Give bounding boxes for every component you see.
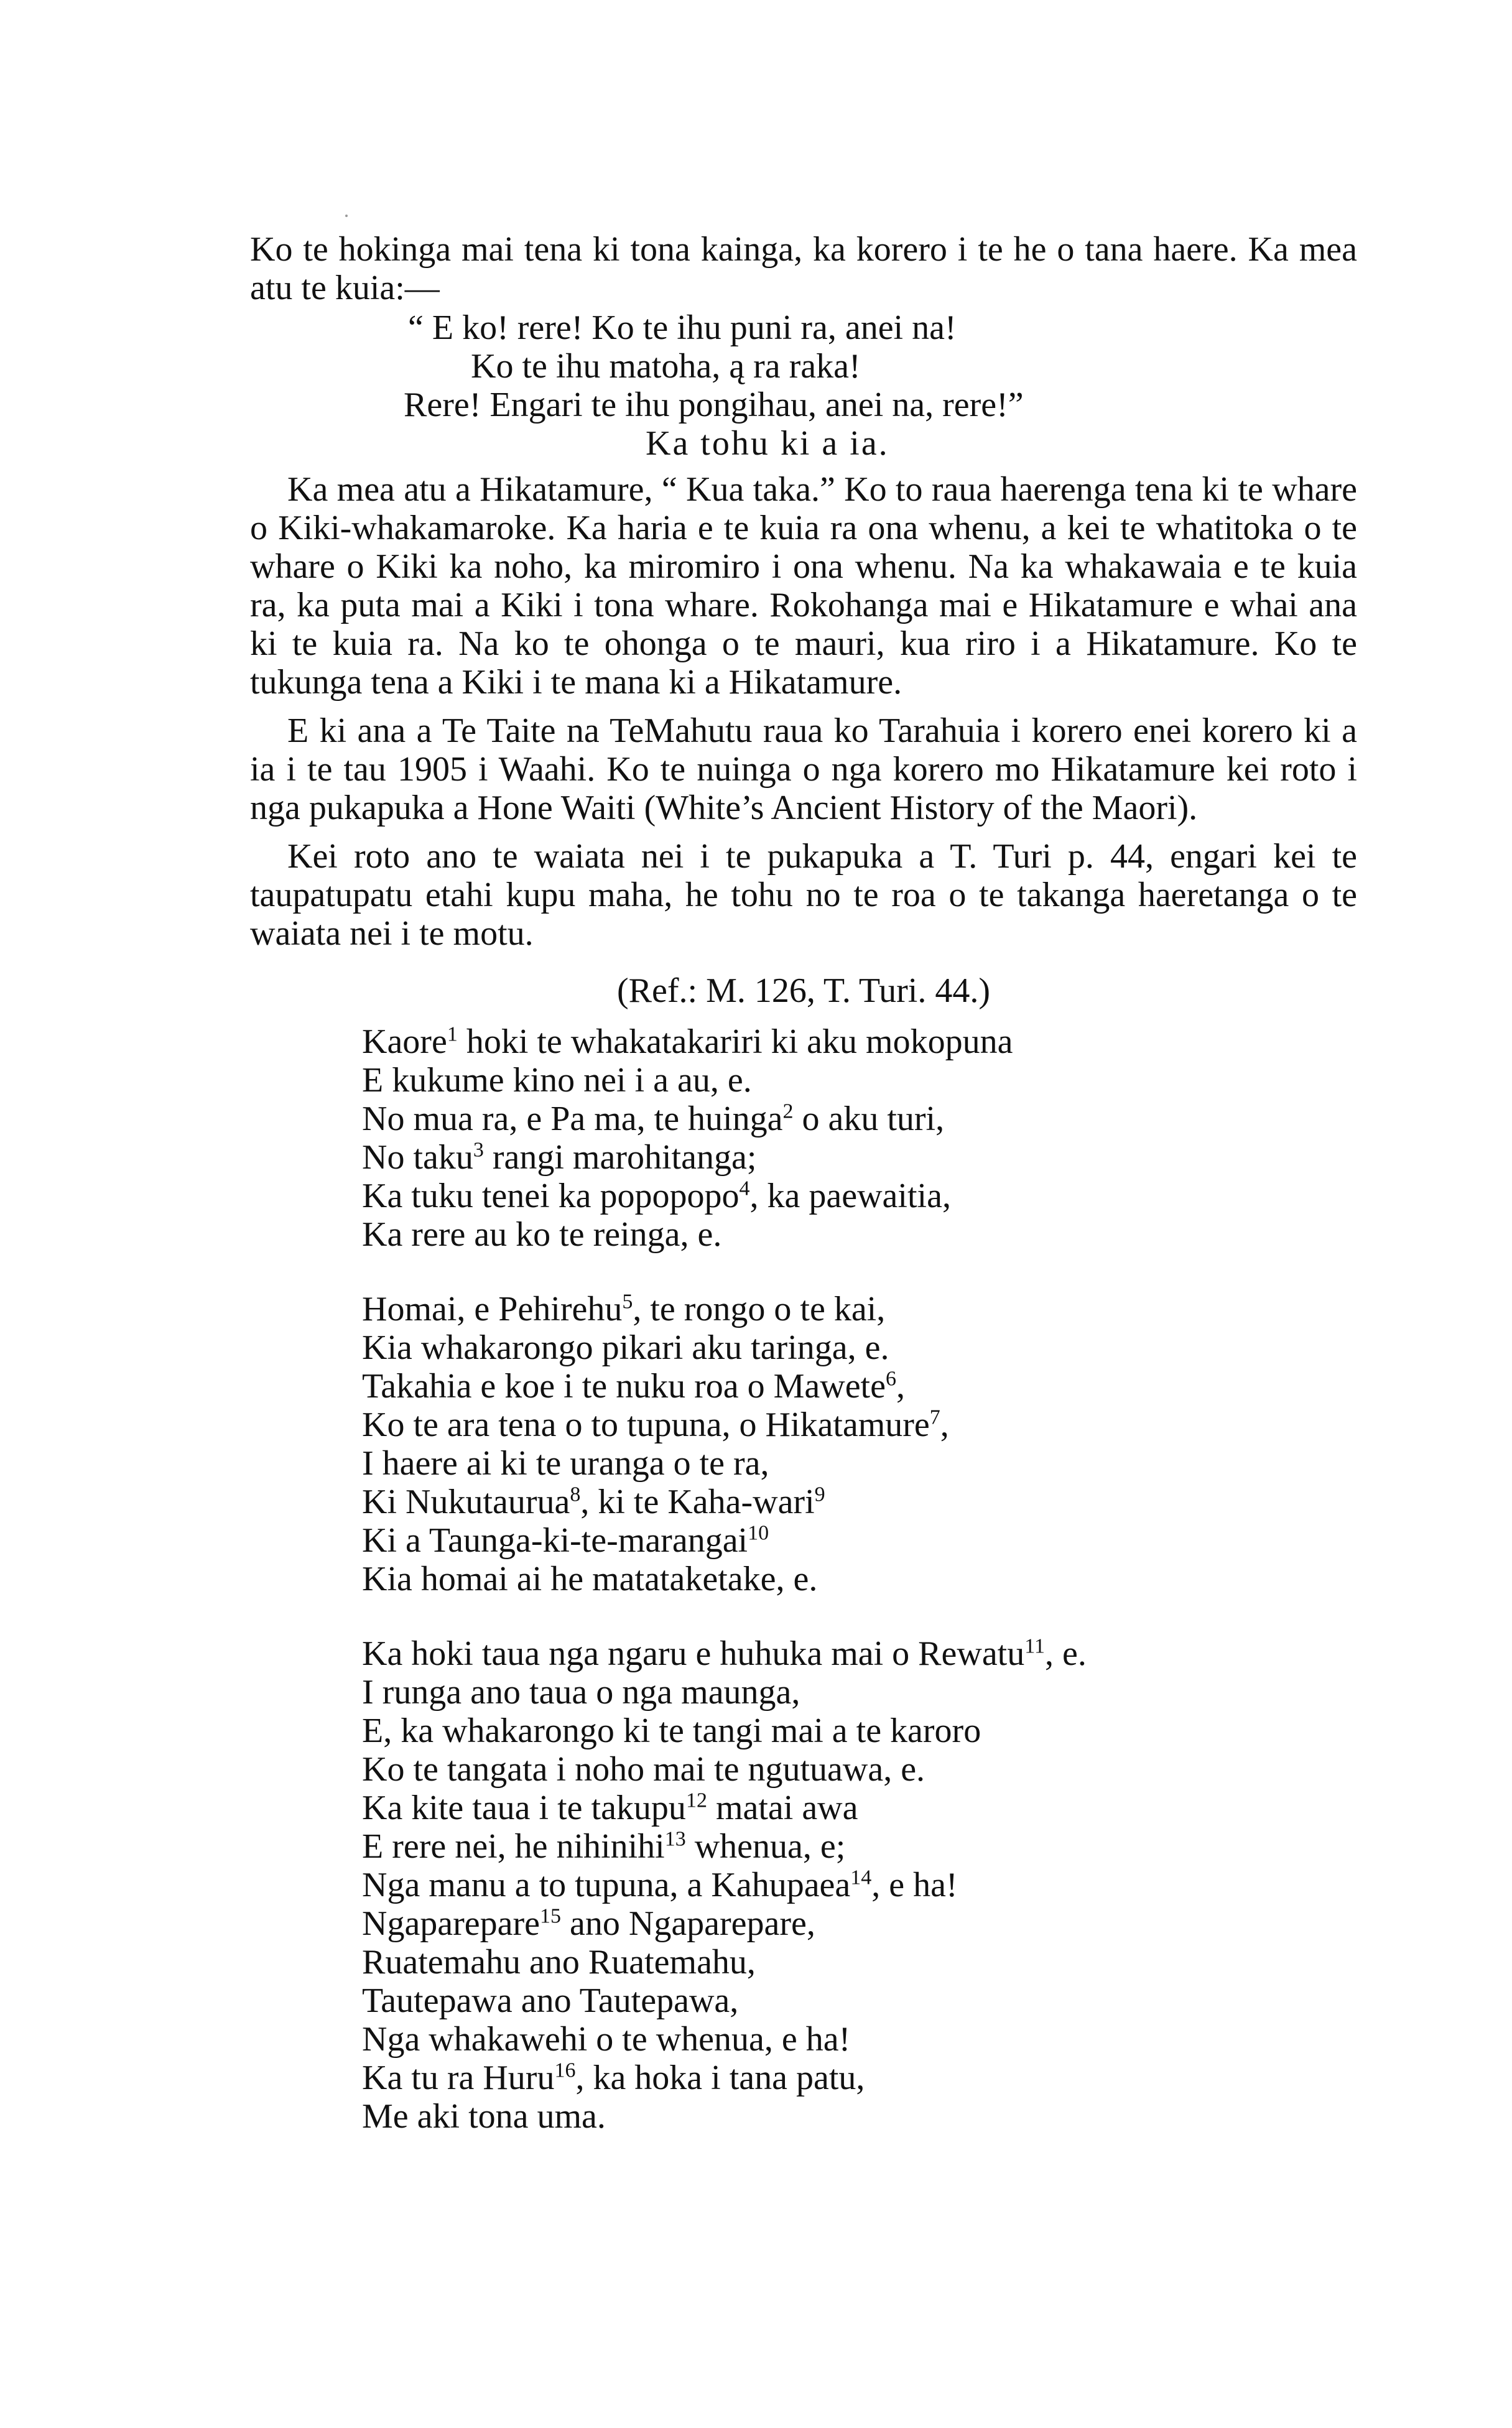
footnote-mark: 6: [885, 1367, 896, 1391]
poem-line: Ka kite taua i te takupu$^{12}$ matai awa: [362, 1789, 858, 1827]
poem-line: Nga whakawehi o te whenua, e ha!: [362, 2020, 851, 2059]
poem-line: Ki Nukutaurua$^8$, ki te Kaha-wari$^9$: [362, 1483, 825, 1521]
paragraph-sources: E ki ana a Te Taite na TeMahutu raua ko Tarahuia i korero enei korero ki a ia i te tau 1905 i Waahi. Ko te nuinga o nga korero mo Hikatamure kei roto i nga pukapuka a Hone Waiti (White’s Ancient History of the Maori).: [250, 711, 1357, 827]
footnote-mark: 8: [570, 1483, 581, 1506]
poem-line: Me aki tona uma.: [362, 2097, 606, 2136]
poem-line: Ka hoki taua nga ngaru e huhuka mai o Rewatu$^{11}$, e.: [362, 1634, 1087, 1673]
poem-line: I haere ai ki te uranga o te ra,: [362, 1444, 769, 1483]
poem-line: E rere nei, he nihinihi$^{13}$ whenua, e;: [362, 1827, 846, 1866]
poem-line: Ko te tangata i noho mai te ngutuawa, e.: [362, 1750, 925, 1789]
poem-line: Ka rere au ko te reinga, e.: [362, 1215, 722, 1254]
reference-line: (Ref.: M. 126, T. Turi. 44.): [617, 971, 990, 1010]
footnote-mark: 12: [685, 1789, 707, 1812]
poem-line: E kukume kino nei i a au, e.: [362, 1061, 752, 1100]
footnote-mark: 1: [447, 1022, 458, 1046]
poem-line: I runga ano taua o nga maunga,: [362, 1673, 800, 1712]
paragraph-hikatamure: Ka mea atu a Hikatamure, “ Kua taka.” Ko to raua haerenga tena ki te whare o Kiki-whakamaroke. Ka haria e te kuia ra ona whenu, a kei te whatitoka o te whare o Kiki ka noho, ka miromiro i ona whenu. Na ka whakawaia e te kuia ra, ka puta mai a Kiki i tona whare. Rokohanga mai e Hikatamure e whai ana ki te kuia ra. Na ko te ohonga o te mauri, kua riro i a Hikatamure. Ko te tukunga tena a Kiki i te mana ki a Hikatamure.: [250, 470, 1357, 702]
chant-line: Rere! Engari te ihu pongihau, anei na, rere!”: [404, 386, 1024, 424]
poem-line: Kia whakarongo pikari aku taringa, e.: [362, 1328, 889, 1367]
intro-paragraph: Ko te hokinga mai tena ki tona kainga, ka korero i te he o tana haere. Ka mea atu te kuia:—: [250, 230, 1357, 307]
stanza-1: [362, 1022, 1357, 1254]
stanza-2: [362, 1290, 1357, 1598]
footnote-mark: 9: [814, 1483, 825, 1506]
footnote-mark: 15: [540, 1904, 562, 1928]
footnote-mark: 5: [622, 1290, 633, 1314]
poem-line: Kia homai ai he matataketake, e.: [362, 1560, 818, 1598]
poem-line: Homai, e Pehirehu$^5$, te rongo o te kai,: [362, 1290, 886, 1328]
poem-line: No taku$^3$ rangi marohitanga;: [362, 1138, 757, 1177]
footnote-mark: 10: [748, 1521, 769, 1545]
chant-line: Ka tohu ki a ia.: [646, 424, 889, 463]
poem-line: Ka tu ra Huru$^{16}$, ka hoka i tana patu,: [362, 2059, 865, 2097]
chant-block: [250, 308, 1357, 463]
footnote-mark: 14: [850, 1866, 872, 1889]
stanza-3: [362, 1634, 1357, 2136]
poem-line: Takahia e koe i te nuku roa o Mawete$^6$,: [362, 1367, 905, 1406]
footnote-mark: 16: [554, 2059, 576, 2082]
poem-line: E, ka whakarongo ki te tangi mai a te karoro: [362, 1712, 981, 1750]
footnote-mark: 13: [664, 1827, 686, 1851]
poem-line: No mua ra, e Pa ma, te huinga$^2$ o aku turi,: [362, 1100, 945, 1138]
footnote-mark: 2: [782, 1100, 794, 1123]
poem-line: Ki a Taunga-ki-te-marangai$^{10}$: [362, 1521, 769, 1560]
poem-line: Ko te ara tena o to tupuna, o Hikatamure$^7$,: [362, 1406, 949, 1444]
chant-line: “ E ko! rere! Ko te ihu puni ra, anei na!: [408, 308, 957, 347]
footnote-mark: 3: [473, 1138, 484, 1162]
stray-mark: [345, 215, 348, 217]
poem: [362, 1022, 1357, 2136]
poem-line: Tautepawa ano Tautepawa,: [362, 1981, 739, 2020]
chant-line: Ko te ihu matoha, ą ra raka!: [471, 347, 861, 386]
footnote-mark: 7: [929, 1406, 940, 1429]
poem-line: Nga manu a to tupuna, a Kahupaea$^{14}$, e ha!: [362, 1866, 958, 1904]
poem-line: Ruatemahu ano Ruatemahu,: [362, 1943, 756, 1981]
poem-line: Ngaparepare$^{15}$ ano Ngaparepare,: [362, 1904, 815, 1943]
poem-line: Kaore$^1$ hoki te whakatakariri ki aku mokopuna: [362, 1022, 1013, 1061]
footnote-mark: 4: [739, 1177, 750, 1200]
paragraph-turi: Kei roto ano te waiata nei i te pukapuka a T. Turi p. 44, engari kei te taupatupatu etahi kupu maha, he tohu no te roa o te takanga haeretanga o te waiata nei i te motu.: [250, 837, 1357, 953]
footnote-mark: 11: [1024, 1634, 1045, 1658]
poem-line: Ka tuku tenei ka popopopo$^4$, ka paewaitia,: [362, 1177, 951, 1215]
document-page: [250, 230, 1357, 2136]
